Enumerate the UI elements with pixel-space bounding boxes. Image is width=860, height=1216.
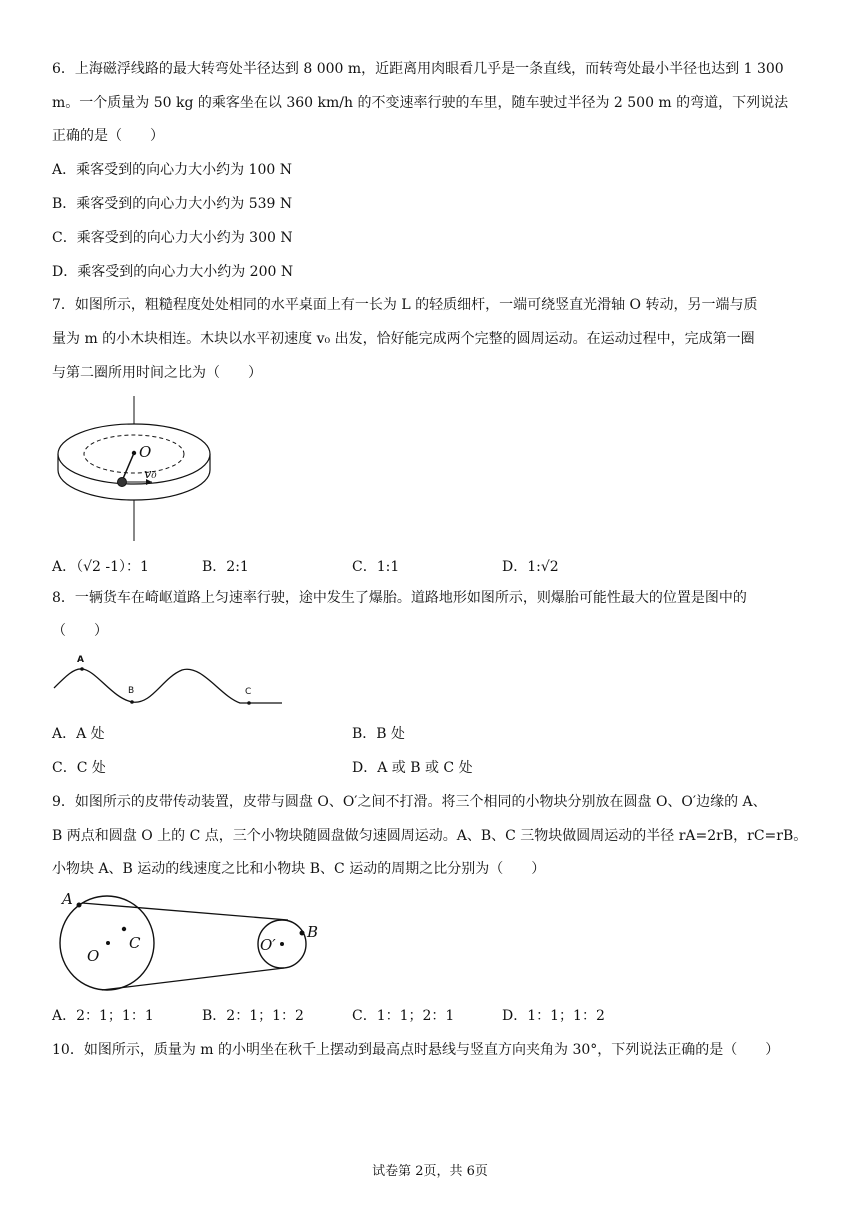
q8-stem-line-1: 8．一辆货车在崎岖道路上匀速率行驶，途中发生了爆胎。道路地形如图所示，则爆胎可能性最大的位置是图中的 <box>52 590 747 606</box>
q6-stem-line-3: 正确的是（ ） <box>52 128 164 144</box>
q9-label-a: A <box>62 890 73 908</box>
q8-label-a: A <box>77 655 84 665</box>
q7-option-a: A．（√2 -1）：1 <box>52 559 149 575</box>
q9-option-d: D．1：1；1：2 <box>502 1008 605 1024</box>
q7-disk-figure <box>52 396 222 541</box>
q7-option-d: D．1:√2 <box>502 559 559 575</box>
q8-stem-line-2: （ ） <box>52 623 108 639</box>
q9-label-o: O <box>87 947 100 965</box>
q8-option-d: D．A 或 B 或 C 处 <box>352 760 473 776</box>
q9-label-b: B <box>307 923 319 941</box>
q9-option-a: A．2：1；1：1 <box>52 1008 154 1024</box>
q6-option-d: D．乘客受到的向心力大小约为 200 N <box>52 264 294 280</box>
q8-option-a: A．A 处 <box>52 726 105 742</box>
q9-stem-line-3: 小物块 A、B 运动的线速度之比和小物块 B、C 运动的周期之比分别为（ ） <box>52 861 546 877</box>
q9-option-b: B．2：1；1：2 <box>202 1008 304 1024</box>
q9-label-o-prime: O′ <box>260 936 276 954</box>
q8-option-c: C．C 处 <box>52 760 106 776</box>
q8-road-figure <box>52 650 284 710</box>
q8-option-b: B．B 处 <box>352 726 406 742</box>
q8-label-c: C <box>245 687 252 697</box>
q7-stem-line-2: 量为 m 的小木块相连。木块以水平初速度 v₀ 出发，恰好能完成两个完整的圆周运动。在运动过程中，完成第一圈 <box>52 331 755 347</box>
q9-stem-line-2: B 两点和圆盘 O 上的 C 点，三个小物块随圆盘做匀速圆周运动。A、B、C 三物块做圆周运动的半径 rA=2rB，rC=rB。 <box>52 828 808 844</box>
q6-option-b: B．乘客受到的向心力大小约为 539 N <box>52 196 293 212</box>
q7-stem-line-3: 与第二圈所用时间之比为（ ） <box>52 365 262 381</box>
q6-option-c: C．乘客受到的向心力大小约为 300 N <box>52 230 293 246</box>
q9-stem-line-1: 9．如图所示的皮带传动装置，皮带与圆盘 O、O′之间不打滑。将三个相同的小物块分别放在圆盘 O、O′边缘的 A、 <box>52 794 767 810</box>
q6-stem-line-2: m。一个质量为 50 kg 的乘客坐在以 360 km/h 的不变速率行驶的车里，随车驶过半径为 2 500 m 的弯道，下列说法 <box>52 95 789 111</box>
page-footer: 试卷第 2页，共 6页 <box>372 1164 488 1179</box>
q8-label-b: B <box>128 686 135 696</box>
q9-option-c: C．1：1；2：1 <box>352 1008 455 1024</box>
q7-option-b: B．2:1 <box>202 559 249 575</box>
q6-option-a: A．乘客受到的向心力大小约为 100 N <box>52 162 292 178</box>
q7-label-v0: v₀ <box>144 467 157 482</box>
q7-option-c: C．1:1 <box>352 559 400 575</box>
q7-stem-line-1: 7．如图所示，粗糙程度处处相同的水平桌面上有一长为 L 的轻质细杆，一端可绕竖直光滑轴 O 转动，另一端与质 <box>52 297 758 313</box>
q7-label-o: O <box>139 443 152 461</box>
q6-stem-line-1: 6．上海磁浮线路的最大转弯处半径达到 8 000 m，近距离用肉眼看几乎是一条直线，而转弯处最小半径也达到 1 300 <box>52 61 784 77</box>
q9-label-c: C <box>129 934 141 952</box>
q9-belt-figure <box>52 888 324 992</box>
q10-stem-line-1: 10．如图所示，质量为 m 的小明坐在秋千上摆动到最高点时悬线与竖直方向夹角为 30°，下列说法正确的是（ ） <box>52 1042 780 1058</box>
